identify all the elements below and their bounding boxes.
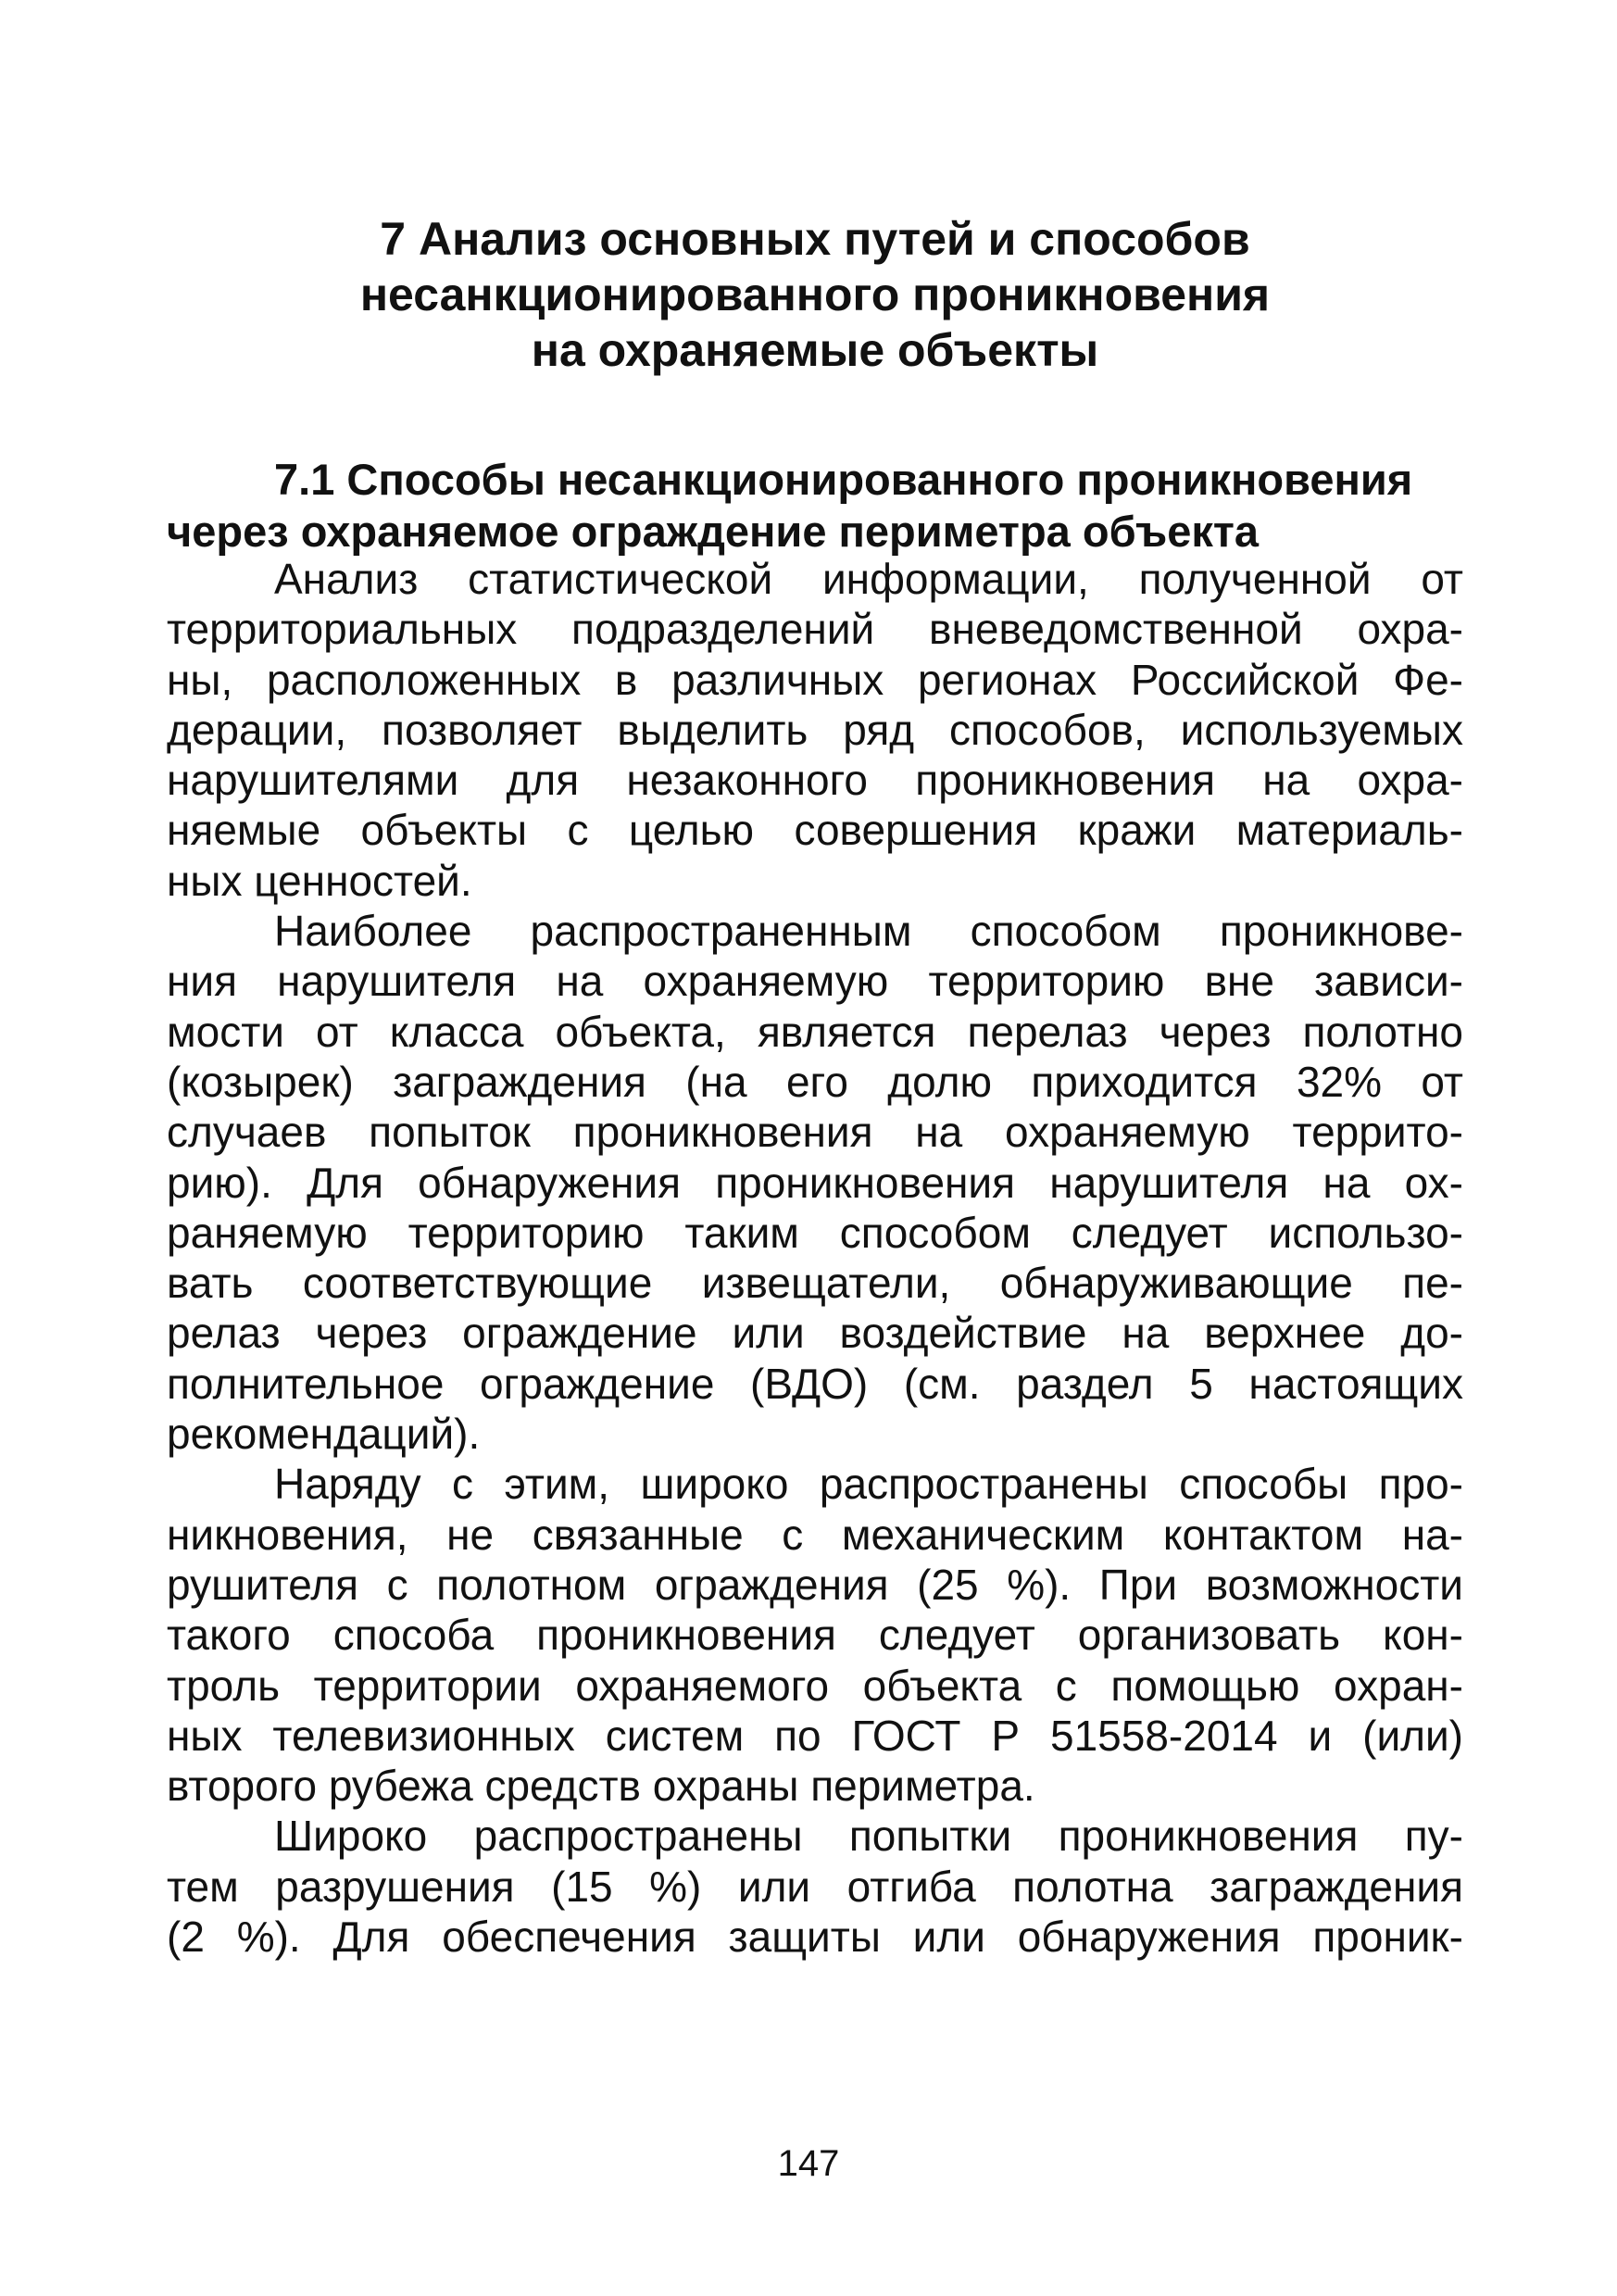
text-line: Наиболее распространенным способом проникнове- bbox=[274, 907, 1463, 956]
text-line: нарушителями для незаконного проникновения на охра- bbox=[167, 756, 1463, 805]
text-line: ных ценностей. bbox=[167, 856, 472, 905]
text-line: случаев попыток проникновения на охраняемую террито- bbox=[167, 1108, 1463, 1157]
text-line: полнительное ограждение (ВДО) (см. раздел 5 настоящих bbox=[167, 1359, 1463, 1408]
paragraph bbox=[167, 906, 1463, 1459]
text-line: ния нарушителя на охраняемую территорию вне зависи- bbox=[167, 957, 1463, 1006]
text-line: дерации, позволяет выделить ряд способов, используемых bbox=[167, 705, 1463, 754]
paragraph bbox=[167, 1459, 1463, 1811]
chapter-title bbox=[167, 211, 1463, 378]
text-line: рекомендаций). bbox=[167, 1410, 481, 1459]
chapter-title-line: 7 Анализ основных путей и способов bbox=[380, 213, 1250, 265]
text-line: вать соответствующие извещатели, обнаруживающие пе- bbox=[167, 1259, 1463, 1308]
text-line: территориальных подразделений вневедомственной охра- bbox=[167, 605, 1463, 654]
page-number: 147 bbox=[777, 2143, 840, 2184]
text-line: раняемую территорию таким способом следует использо- bbox=[167, 1208, 1463, 1257]
text-line: Анализ статистической информации, полученной от bbox=[274, 555, 1463, 603]
text-line: такого способа проникновения следует организовать кон- bbox=[167, 1611, 1463, 1660]
section-title-line: через охраняемое ограждение периметра объекта bbox=[167, 507, 1260, 556]
text-line: второго рубежа средств охраны периметра. bbox=[167, 1762, 1035, 1811]
text-line: троль территории охраняемого объекта с помощью охран- bbox=[167, 1661, 1463, 1710]
text-line: мости от класса объекта, является перелаз через полотно bbox=[167, 1007, 1463, 1056]
text-line: Широко распространены попытки проникновения пу- bbox=[274, 1812, 1463, 1861]
section-title-line: 7.1 Способы несанкционированного проникновения bbox=[274, 455, 1413, 504]
text-line: (козырек) заграждения (на его долю приходится 32% от bbox=[167, 1057, 1463, 1106]
text-line: (2 %). Для обеспечения защиты или обнаружения проник- bbox=[167, 1913, 1463, 1962]
text-line: рию). Для обнаружения проникновения нарушителя на ох- bbox=[167, 1158, 1463, 1207]
text-line: релаз через ограждение или воздействие на верхнее до- bbox=[167, 1309, 1463, 1358]
text-line: тем разрушения (15 %) или отгиба полотна заграждения bbox=[167, 1862, 1463, 1911]
text-line: ных телевизионных систем по ГОСТ Р 51558-2014 и (или) bbox=[167, 1711, 1463, 1760]
chapter-title-line: на охраняемые объекты bbox=[531, 324, 1099, 376]
text-line: никновения, не связанные с механическим контактом на- bbox=[167, 1510, 1463, 1559]
paragraph bbox=[167, 554, 1463, 906]
text-line: Наряду с этим, широко распространены способы про- bbox=[274, 1460, 1463, 1509]
body-text bbox=[167, 554, 1463, 1962]
text-line: ны, расположенных в различных регионах Российской Фе- bbox=[167, 655, 1463, 704]
chapter-title-line: несанкционированного проникновения bbox=[359, 269, 1271, 320]
paragraph bbox=[167, 1811, 1463, 1962]
text-line: няемые объекты с целью совершения кражи материаль- bbox=[167, 806, 1463, 855]
section-title bbox=[167, 454, 1463, 558]
text-line: рушителя с полотном ограждения (25 %). При возможности bbox=[167, 1560, 1463, 1609]
